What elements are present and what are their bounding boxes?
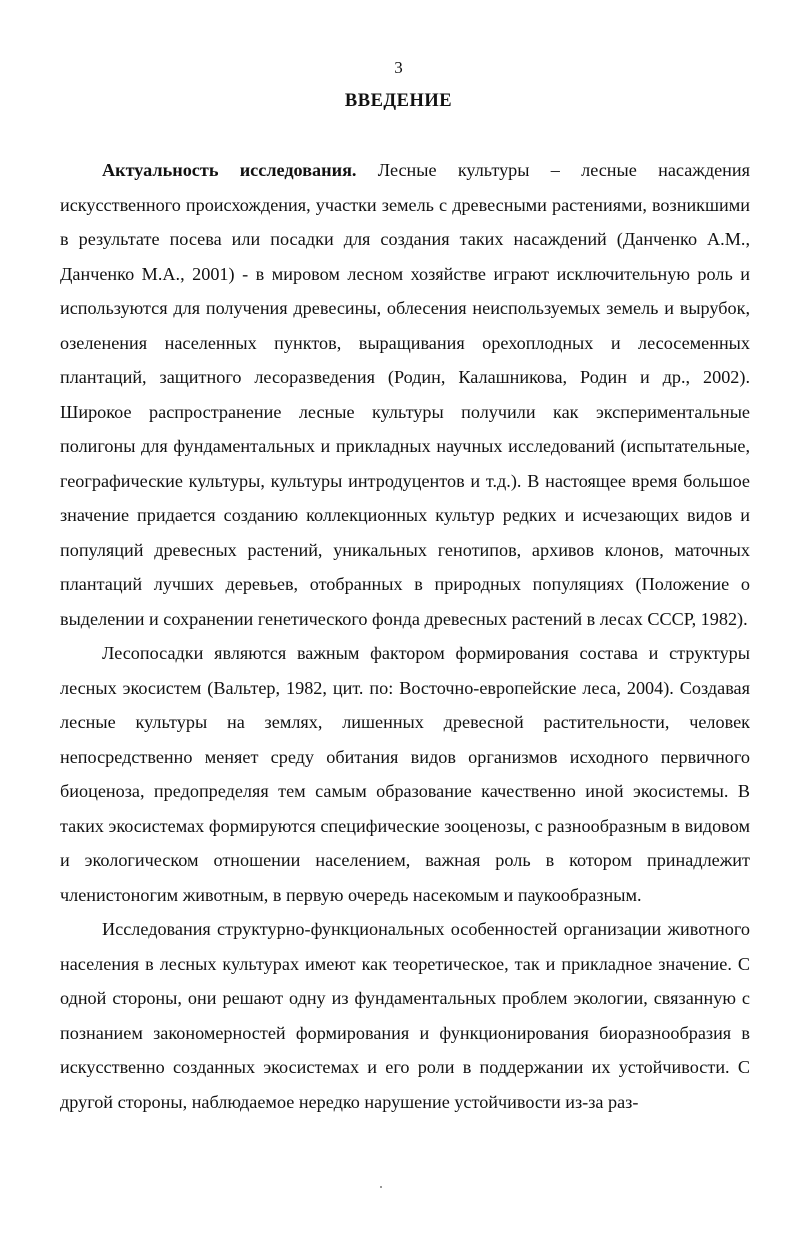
body-text — [60, 153, 750, 1119]
section-heading: ВВЕДЕНИЕ — [344, 91, 453, 111]
paragraph-relevance — [60, 153, 750, 636]
paragraph-forest-plantings: Лесопосадки являются важным фактором формирования состава и структуры лесных экосистем (Вальтер, 1982, цит. по: Восточно-европейские леса, 2004). Создавая лесные культуры на землях, лишенных древесной растительности, человек непосредственно меняет среду обитания видов организмов исходного первичного биоценоза, предопределяя тем самым образование качественно иной экосистемы. В таких экосистемах формируются специфические зооценозы, с разнообразным в видовом и экологическом отношении населением, важная роль в котором принадлежит членистоногим животным, в первую очередь насекомым и паукообразным. — [60, 643, 750, 905]
scan-speck — [380, 1186, 382, 1188]
paragraph-research: Исследования структурно-функциональных особенностей организации животного населения в лесных культурах имеют как теоретическое, так и прикладное значение. С одной стороны, они решают одну из фундаментальных проблем экологии, связанную с познанием закономерностей формирования и функционирования биоразнообразия в искусственно созданных экосистемах и его роли в поддержании их устойчивости. С другой стороны, наблюдаемое нередко нарушение устойчивости из-за раз- — [60, 919, 750, 1112]
page-number: 3 — [394, 58, 403, 77]
paragraph-text: Лесные культуры – лесные насаждения искусственного происхождения, участки земель с древесными растениями, возникшими в результате посева или посадки для создания таких насаждений (Данченко А.М., Данченко М.А., 2001) - в мировом лесном хозяйстве играют исключительную роль и используются для получения древесины, облесения неиспользуемых земель и вырубок, озеленения населенных пунктов, выращивания орехоплодных и лесосеменных плантаций, защитного лесоразведения (Родин, Калашникова, Родин и др., 2002). Широкое распространение лесные культуры получили как экспериментальные полигоны для фундаментальных и прикладных научных исследований (испытательные, географические культуры, культуры интродуцентов и т.д.). В настоящее время большое значение придается созданию коллекционных культур редких и исчезающих видов и популяций древесных растений, уникальных генотипов, архивов клонов, маточных плантаций лучших деревьев, отобранных в природных популяциях (Положение о выделении и сохранении генетического фонда древесных растений в лесах СССР, 1982). — [60, 160, 750, 629]
paragraph-lead: Актуальность исследования. — [102, 160, 357, 180]
